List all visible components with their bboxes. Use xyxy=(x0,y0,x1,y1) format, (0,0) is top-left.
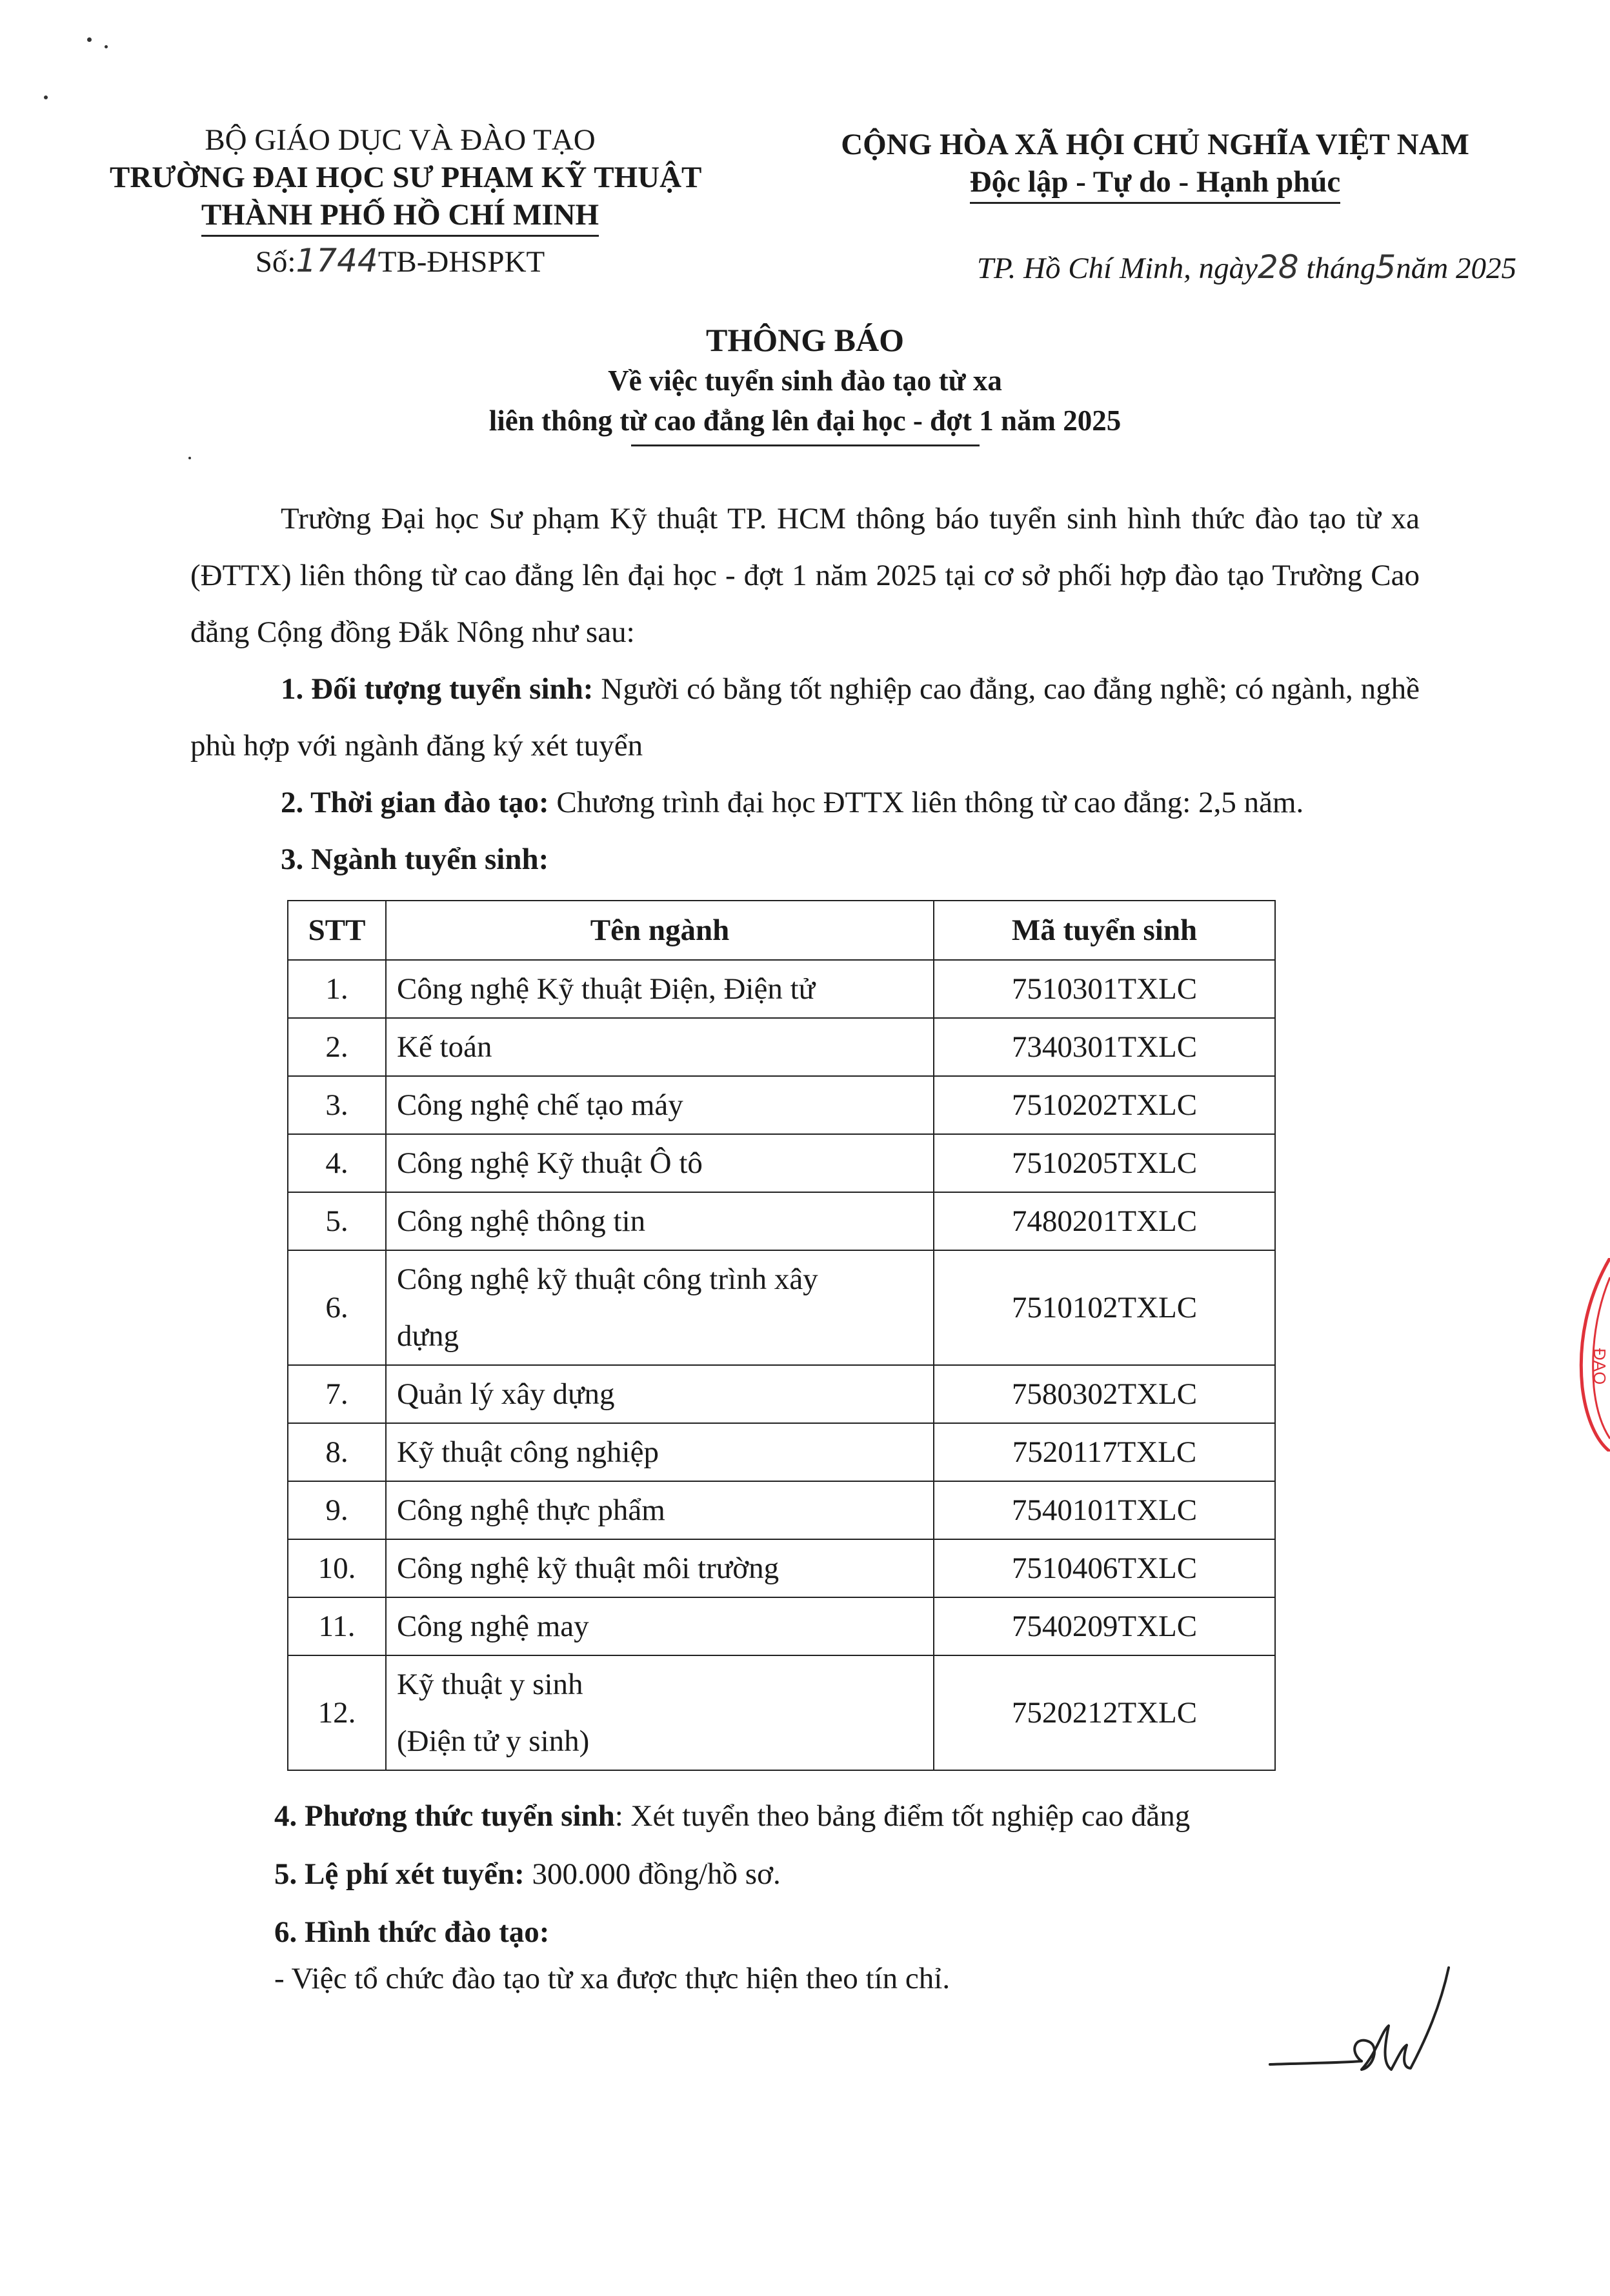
table-header-row xyxy=(288,901,1275,960)
row-stt: 9. xyxy=(288,1481,386,1539)
signature-mark xyxy=(1265,1955,1458,2097)
scan-speck xyxy=(87,37,92,42)
doc-no-handwritten: 1744 xyxy=(296,242,378,279)
row-stt: 12. xyxy=(288,1655,386,1770)
row-major-name xyxy=(386,1250,934,1365)
table-row xyxy=(288,1539,1275,1597)
majors-table xyxy=(287,900,1276,1771)
section-4 xyxy=(274,1787,1436,1845)
notice-title: THÔNG BÁO xyxy=(706,322,904,358)
stamp-fragment xyxy=(1575,1258,1610,1452)
row-major-name: Công nghệ thực phẩm xyxy=(386,1481,934,1539)
intro-paragraph: Trường Đại học Sư phạm Kỹ thuật TP. HCM thông báo tuyển sinh hình thức đào tạo từ xa (ĐTTX) liên thông từ cao đẳng lên đại học - đợt 1 năm 2025 tại cơ sở phối hợp đào tạo Trường Cao đẳng Cộng đồng Đắk Nông như sau: xyxy=(190,502,1420,649)
section-5-text: 300.000 đồng/hồ sơ. xyxy=(524,1857,781,1891)
row-major-name: Công nghệ chế tạo máy xyxy=(386,1076,934,1134)
notice-body-continued xyxy=(274,1787,1436,2008)
row-admission-code: 7480201TXLC xyxy=(934,1192,1275,1250)
section-2-text: Chương trình đại học ĐTTX liên thông từ cao đẳng: 2,5 năm. xyxy=(548,786,1304,819)
row-stt: 8. xyxy=(288,1423,386,1481)
header-major-name: Tên ngành xyxy=(386,901,934,960)
row-stt: 3. xyxy=(288,1076,386,1134)
row-stt: 5. xyxy=(288,1192,386,1250)
row-stt: 11. xyxy=(288,1597,386,1655)
table-row xyxy=(288,1365,1275,1423)
row-admission-code: 7540101TXLC xyxy=(934,1481,1275,1539)
row-stt: 7. xyxy=(288,1365,386,1423)
row-admission-code: 7520117TXLC xyxy=(934,1423,1275,1481)
row-major-name-line1: Công nghệ kỹ thuật công trình xây xyxy=(397,1263,818,1296)
row-admission-code: 7510202TXLC xyxy=(934,1076,1275,1134)
row-stt: 1. xyxy=(288,960,386,1018)
section-3 xyxy=(190,831,1420,888)
table-row xyxy=(288,1423,1275,1481)
section-2-label: 2. Thời gian đào tạo: xyxy=(281,786,549,819)
notice-title-block xyxy=(194,319,1416,446)
section-6-item: - Việc tổ chức đào tạo từ xa được thực hiện theo tín chỉ. xyxy=(274,1962,951,1995)
row-major-name: Công nghệ Kỹ thuật Điện, Điện tử xyxy=(386,960,934,1018)
table-row xyxy=(288,960,1275,1018)
row-major-name: Công nghệ may xyxy=(386,1597,934,1655)
national-motto: Độc lập - Tự do - Hạnh phúc xyxy=(970,163,1341,204)
table-row xyxy=(288,1250,1275,1365)
table-row xyxy=(288,1018,1275,1076)
row-major-name: Quản lý xây dựng xyxy=(386,1365,934,1423)
row-stt: 2. xyxy=(288,1018,386,1076)
ministry-name: BỘ GIÁO DỤC VÀ ĐÀO TẠO xyxy=(205,123,596,157)
row-major-name: Công nghệ Kỹ thuật Ô tô xyxy=(386,1134,934,1192)
month-label: tháng xyxy=(1306,252,1376,285)
section-4-label: 4. Phương thức tuyển sinh xyxy=(274,1799,615,1833)
national-header xyxy=(794,126,1516,204)
row-admission-code: 7520212TXLC xyxy=(934,1655,1275,1770)
header-stt: STT xyxy=(288,901,386,960)
table-row xyxy=(288,1481,1275,1539)
document-number xyxy=(110,242,690,281)
stamp-text: ĐAO xyxy=(1590,1348,1609,1385)
scan-speck xyxy=(105,45,108,48)
section-1-label: 1. Đối tượng tuyển sinh: xyxy=(281,672,594,706)
header-admission-code: Mã tuyển sinh xyxy=(934,901,1275,960)
row-major-name: Kỹ thuật công nghiệp xyxy=(386,1423,934,1481)
row-admission-code: 7580302TXLC xyxy=(934,1365,1275,1423)
row-major-name: Kế toán xyxy=(386,1018,934,1076)
issuer-block xyxy=(110,121,702,281)
place-and-date xyxy=(858,248,1516,286)
month-handwritten: 5 xyxy=(1375,248,1396,286)
section-4-text: : Xét tuyển theo bảng điểm tốt nghiệp cao đẳng xyxy=(614,1799,1191,1833)
section-1 xyxy=(190,661,1420,774)
row-major-name-line2: dựng xyxy=(397,1319,459,1353)
row-admission-code: 7510205TXLC xyxy=(934,1134,1275,1192)
row-stt: 10. xyxy=(288,1539,386,1597)
section-1-text: Người có bằng tốt nghiệp cao đẳng, cao đẳng nghề; có ngành, nghề phù hợp với ngành đăng ký xét tuyển xyxy=(190,672,1420,763)
section-2 xyxy=(190,774,1420,831)
table-row xyxy=(288,1597,1275,1655)
row-major-name: Công nghệ kỹ thuật môi trường xyxy=(386,1539,934,1597)
country-name: CỘNG HÒA XÃ HỘI CHỦ NGHĨA VIỆT NAM xyxy=(841,128,1469,161)
notice-body xyxy=(190,490,1420,888)
row-stt: 4. xyxy=(288,1134,386,1192)
university-name-line2: THÀNH PHỐ HỒ CHÍ MINH xyxy=(201,196,599,237)
doc-no-suffix: TB-ĐHSPKT xyxy=(377,245,545,279)
table-row xyxy=(288,1134,1275,1192)
table-row xyxy=(288,1076,1275,1134)
section-3-label: 3. Ngành tuyển sinh: xyxy=(281,843,549,876)
row-admission-code: 7510406TXLC xyxy=(934,1539,1275,1597)
row-admission-code: 7510102TXLC xyxy=(934,1250,1275,1365)
row-major-name-line2: (Điện tử y sinh) xyxy=(397,1724,590,1758)
section-5-label: 5. Lệ phí xét tuyển: xyxy=(274,1857,525,1891)
row-major-name-line1: Kỹ thuật y sinh xyxy=(397,1668,583,1701)
section-5 xyxy=(274,1845,1436,1903)
place-prefix: TP. Hồ Chí Minh, ngày xyxy=(976,252,1258,285)
table-row xyxy=(288,1655,1275,1770)
notice-subject-line1: Về việc tuyển sinh đào tạo từ xa xyxy=(608,364,1002,397)
university-name-line1: TRƯỜNG ĐẠI HỌC SƯ PHẠM KỸ THUẬT xyxy=(110,161,702,194)
row-admission-code: 7540209TXLC xyxy=(934,1597,1275,1655)
notice-subject-line2: liên thông từ cao đẳng lên đại học - đợt 1 năm 2025 xyxy=(488,404,1122,437)
doc-no-prefix: Số: xyxy=(255,245,296,279)
section-6-label: 6. Hình thức đào tạo: xyxy=(274,1915,550,1949)
scan-speck xyxy=(188,457,191,459)
row-admission-code: 7510301TXLC xyxy=(934,960,1275,1018)
scan-speck xyxy=(44,95,48,99)
title-underline xyxy=(631,444,980,446)
year-label: năm 2025 xyxy=(1396,252,1516,285)
row-major-name: Công nghệ thông tin xyxy=(386,1192,934,1250)
row-stt: 6. xyxy=(288,1250,386,1365)
table-row xyxy=(288,1192,1275,1250)
row-admission-code: 7340301TXLC xyxy=(934,1018,1275,1076)
day-handwritten: 28 xyxy=(1258,248,1299,286)
row-major-name xyxy=(386,1655,934,1770)
